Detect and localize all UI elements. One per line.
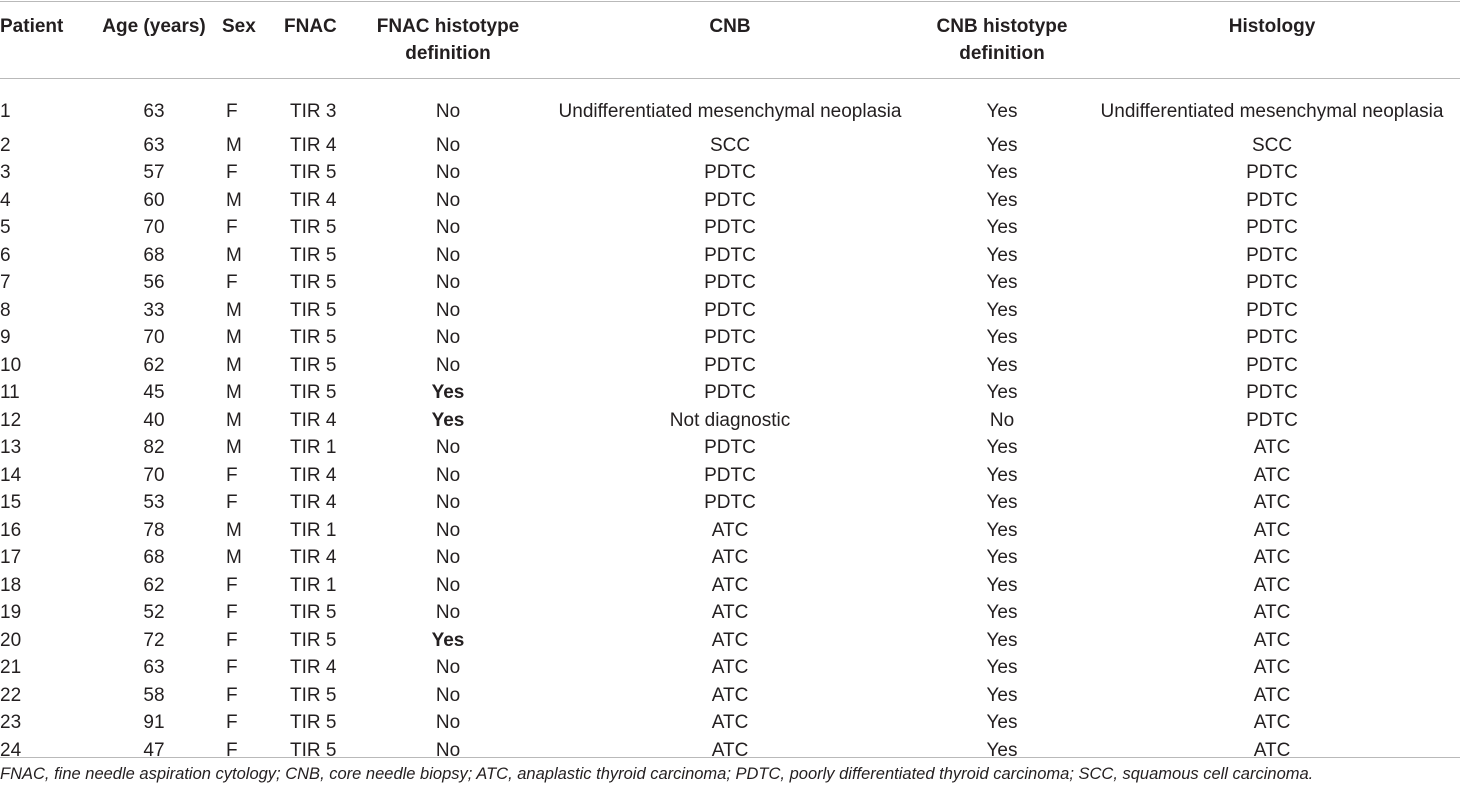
cell-age: 91 xyxy=(143,712,165,733)
table-row xyxy=(0,242,1460,270)
cell-fnac: TIR 5 xyxy=(290,299,337,321)
cell-fnac: TIR 4 xyxy=(290,464,337,486)
cell-histology: ATC xyxy=(1253,739,1291,761)
table-row xyxy=(0,434,1460,462)
cell-fnac: TIR 4 xyxy=(290,657,337,678)
cell-patient: 18 xyxy=(0,574,22,596)
cell-histology: ATC xyxy=(1253,492,1291,513)
header-patient: Patient xyxy=(0,16,64,37)
table-row xyxy=(0,599,1460,627)
cell-patient: 8 xyxy=(0,299,11,321)
table-row xyxy=(0,517,1460,545)
cell-cnb: PDTC xyxy=(704,299,756,321)
cell-fnac-histotype-definition: No xyxy=(435,657,461,678)
table-row xyxy=(0,627,1460,655)
cell-sex: F xyxy=(226,272,238,293)
cell-patient: 5 xyxy=(0,217,11,238)
cell-fnac: TIR 3 xyxy=(290,100,337,122)
cell-fnac: TIR 4 xyxy=(290,189,337,211)
cell-histology: SCC xyxy=(1251,134,1293,156)
cell-cnb-histotype-definition: Yes xyxy=(986,272,1018,293)
table-header-row xyxy=(0,0,1460,78)
cell-fnac-histotype-definition: Yes xyxy=(431,629,465,651)
cell-age: 45 xyxy=(143,382,165,403)
cell-histology: PDTC xyxy=(1246,409,1298,431)
cell-cnb: ATC xyxy=(711,684,749,706)
cell-sex: M xyxy=(226,354,242,376)
cell-age: 57 xyxy=(143,162,165,183)
cell-fnac-histotype-definition: Yes xyxy=(431,382,465,403)
cell-age: 63 xyxy=(143,657,165,678)
cell-sex: F xyxy=(226,602,238,623)
header-cnb-def-line-1: CNB histotype xyxy=(936,16,1068,37)
cell-cnb-histotype-definition: Yes xyxy=(986,100,1018,122)
cell-sex: M xyxy=(226,327,242,348)
cell-fnac: TIR 1 xyxy=(290,574,337,596)
cell-sex: M xyxy=(226,437,242,458)
cell-histology: ATC xyxy=(1253,547,1291,568)
cell-cnb-histotype-definition: No xyxy=(989,409,1015,431)
cell-cnb: ATC xyxy=(711,712,749,733)
cell-cnb-histotype-definition: Yes xyxy=(986,739,1018,761)
header-cnb-def-line-2: definition xyxy=(959,43,1045,64)
cell-cnb-histotype-definition: Yes xyxy=(986,299,1018,321)
cell-fnac-histotype-definition: No xyxy=(435,189,461,211)
cell-patient: 3 xyxy=(0,162,11,183)
cell-histology: PDTC xyxy=(1246,189,1298,211)
cell-fnac: TIR 4 xyxy=(290,547,337,568)
cell-histology: ATC xyxy=(1253,437,1291,458)
table-row xyxy=(0,572,1460,600)
cell-sex: M xyxy=(226,409,242,431)
cell-cnb-histotype-definition: Yes xyxy=(986,712,1018,733)
cell-fnac: TIR 1 xyxy=(290,437,337,458)
cell-age: 47 xyxy=(143,739,165,761)
cell-histology: ATC xyxy=(1253,657,1291,678)
cell-histology: ATC xyxy=(1253,684,1291,706)
cell-fnac-histotype-definition: No xyxy=(435,464,461,486)
cell-patient: 24 xyxy=(0,739,22,761)
cell-sex: M xyxy=(226,519,242,541)
cell-sex: F xyxy=(226,162,238,183)
cell-sex: F xyxy=(226,684,238,706)
header-histology: Histology xyxy=(1228,16,1316,37)
cell-cnb-histotype-definition: Yes xyxy=(986,189,1018,211)
cell-sex: F xyxy=(226,464,238,486)
cell-sex: F xyxy=(226,574,238,596)
cell-fnac: TIR 5 xyxy=(290,327,337,348)
table-row xyxy=(0,187,1460,215)
cell-age: 62 xyxy=(143,574,165,596)
cell-histology: PDTC xyxy=(1246,382,1298,403)
cell-fnac: TIR 4 xyxy=(290,134,337,156)
cell-cnb-histotype-definition: Yes xyxy=(986,629,1018,651)
cell-age: 78 xyxy=(143,519,165,541)
cell-cnb: ATC xyxy=(711,629,749,651)
cell-sex: M xyxy=(226,244,242,266)
cell-fnac: TIR 5 xyxy=(290,712,337,733)
cell-fnac: TIR 5 xyxy=(290,272,337,293)
cell-cnb: PDTC xyxy=(704,382,756,403)
cell-fnac: TIR 1 xyxy=(290,519,337,541)
table-row xyxy=(0,737,1460,765)
cell-sex: F xyxy=(226,100,238,122)
cell-patient: 20 xyxy=(0,629,22,651)
cell-cnb-histotype-definition: Yes xyxy=(986,657,1018,678)
cell-histology: PDTC xyxy=(1246,244,1298,266)
cell-cnb: ATC xyxy=(711,574,749,596)
table-row xyxy=(0,654,1460,682)
cell-fnac-histotype-definition: No xyxy=(435,684,461,706)
cell-cnb-histotype-definition: Yes xyxy=(986,244,1018,266)
cell-fnac: TIR 5 xyxy=(290,382,337,403)
cell-cnb: ATC xyxy=(711,602,749,623)
cell-cnb: PDTC xyxy=(704,464,756,486)
table-row xyxy=(0,352,1460,380)
header-cnb-histotype-definition xyxy=(920,0,1084,78)
cell-sex: F xyxy=(226,492,238,513)
cell-patient: 21 xyxy=(0,657,22,678)
cell-cnb: ATC xyxy=(711,547,749,568)
cell-cnb-histotype-definition: Yes xyxy=(986,162,1018,183)
table-row xyxy=(0,462,1460,490)
cell-cnb-histotype-definition: Yes xyxy=(986,602,1018,623)
cell-age: 72 xyxy=(143,629,165,651)
header-fnac-histotype-definition xyxy=(356,0,540,78)
header-sex: Sex xyxy=(222,16,256,37)
cell-fnac-histotype-definition: No xyxy=(435,327,461,348)
cell-histology: ATC xyxy=(1253,629,1291,651)
cell-age: 62 xyxy=(143,354,165,376)
cell-cnb-histotype-definition: Yes xyxy=(986,519,1018,541)
cell-fnac: TIR 5 xyxy=(290,629,337,651)
cell-sex: M xyxy=(226,382,242,403)
cell-patient: 19 xyxy=(0,602,22,623)
cell-histology: PDTC xyxy=(1246,162,1298,183)
cell-patient: 1 xyxy=(0,100,11,122)
cell-cnb-histotype-definition: Yes xyxy=(986,574,1018,596)
cell-cnb-histotype-definition: Yes xyxy=(986,217,1018,238)
cell-fnac: TIR 5 xyxy=(290,739,337,761)
cell-age: 63 xyxy=(143,100,165,122)
cell-patient: 11 xyxy=(0,382,20,403)
cell-fnac-histotype-definition: No xyxy=(435,547,461,568)
cell-cnb: SCC xyxy=(709,134,751,156)
cell-cnb: PDTC xyxy=(704,354,756,376)
cell-histology: ATC xyxy=(1253,602,1291,623)
table-row xyxy=(0,709,1460,737)
cell-fnac: TIR 5 xyxy=(290,244,337,266)
cell-fnac: TIR 5 xyxy=(290,354,337,376)
cell-fnac-histotype-definition: No xyxy=(435,739,461,761)
cell-cnb: PDTC xyxy=(704,244,756,266)
cell-cnb-histotype-definition: Yes xyxy=(986,464,1018,486)
cell-cnb: Undifferentiated mesenchymal neoplasia xyxy=(558,100,902,122)
cell-cnb-histotype-definition: Yes xyxy=(986,327,1018,348)
cell-fnac: TIR 5 xyxy=(290,217,337,238)
cell-fnac-histotype-definition: No xyxy=(435,299,461,321)
cell-sex: M xyxy=(226,189,242,211)
cell-fnac-histotype-definition: No xyxy=(435,354,461,376)
cell-cnb-histotype-definition: Yes xyxy=(986,354,1018,376)
cell-cnb: PDTC xyxy=(704,217,756,238)
cell-fnac: TIR 4 xyxy=(290,409,337,431)
cell-age: 53 xyxy=(143,492,165,513)
table-row xyxy=(0,132,1460,160)
cell-age: 56 xyxy=(143,272,165,293)
cell-patient: 6 xyxy=(0,244,11,266)
header-fnac: FNAC xyxy=(284,16,337,37)
cell-age: 70 xyxy=(143,217,165,238)
cell-age: 70 xyxy=(143,464,165,486)
cell-patient: 13 xyxy=(0,437,22,458)
cell-fnac: TIR 5 xyxy=(290,162,337,183)
table-row xyxy=(0,489,1460,517)
cell-cnb: PDTC xyxy=(704,327,756,348)
cell-cnb-histotype-definition: Yes xyxy=(986,684,1018,706)
cell-sex: F xyxy=(226,217,238,238)
cell-sex: F xyxy=(226,657,238,678)
cell-fnac-histotype-definition: No xyxy=(435,602,461,623)
cell-histology: ATC xyxy=(1253,712,1291,733)
cell-age: 52 xyxy=(143,602,165,623)
cell-age: 63 xyxy=(143,134,165,156)
table-row xyxy=(0,407,1460,435)
cell-patient: 17 xyxy=(0,547,22,568)
cell-sex: F xyxy=(226,712,238,733)
cell-fnac-histotype-definition: No xyxy=(435,244,461,266)
cell-cnb: PDTC xyxy=(704,162,756,183)
table-row xyxy=(0,269,1460,297)
cell-fnac-histotype-definition: No xyxy=(435,134,461,156)
cell-histology: PDTC xyxy=(1246,327,1298,348)
cell-fnac-histotype-definition: No xyxy=(435,574,461,596)
cell-cnb-histotype-definition: Yes xyxy=(986,382,1018,403)
cell-cnb: ATC xyxy=(711,739,749,761)
cell-fnac-histotype-definition: No xyxy=(435,217,461,238)
cell-age: 58 xyxy=(143,684,165,706)
cell-age: 68 xyxy=(143,547,165,568)
cell-histology: PDTC xyxy=(1246,272,1298,293)
cell-patient: 23 xyxy=(0,712,22,733)
cell-patient: 22 xyxy=(0,684,22,706)
cell-cnb-histotype-definition: Yes xyxy=(986,437,1018,458)
header-age: Age (years) xyxy=(102,16,206,37)
header-fnac-def-line-2: definition xyxy=(405,43,491,64)
cell-patient: 2 xyxy=(0,134,11,156)
cell-patient: 14 xyxy=(0,464,22,486)
cell-fnac-histotype-definition: No xyxy=(435,437,461,458)
table-row xyxy=(0,544,1460,572)
cell-patient: 4 xyxy=(0,189,11,211)
cell-patient: 7 xyxy=(0,272,11,293)
cell-fnac-histotype-definition: No xyxy=(435,492,461,513)
header-cnb: CNB xyxy=(709,16,751,37)
cell-patient: 10 xyxy=(0,354,22,376)
cell-cnb: PDTC xyxy=(704,272,756,293)
cell-age: 82 xyxy=(143,437,165,458)
table-row xyxy=(0,159,1460,187)
cell-cnb-histotype-definition: Yes xyxy=(986,492,1018,513)
cell-patient: 15 xyxy=(0,492,22,513)
cell-histology: ATC xyxy=(1253,574,1291,596)
cell-fnac: TIR 4 xyxy=(290,492,337,513)
cell-cnb: Not diagnostic xyxy=(669,409,791,431)
cell-age: 40 xyxy=(143,409,165,431)
cell-histology: PDTC xyxy=(1246,299,1298,321)
table-row xyxy=(0,297,1460,325)
cell-cnb-histotype-definition: Yes xyxy=(986,547,1018,568)
cell-sex: F xyxy=(226,629,238,651)
table-body xyxy=(0,78,1460,764)
cell-age: 60 xyxy=(143,189,165,211)
header-fnac-def-line-1: FNAC histotype xyxy=(376,16,520,37)
cell-patient: 12 xyxy=(0,409,22,431)
cell-fnac-histotype-definition: No xyxy=(435,100,461,122)
cell-fnac-histotype-definition: No xyxy=(435,519,461,541)
cell-sex: M xyxy=(226,547,242,568)
table-row xyxy=(0,379,1460,407)
cell-cnb: ATC xyxy=(711,657,749,678)
cell-age: 70 xyxy=(143,327,165,348)
cell-sex: M xyxy=(226,299,242,321)
cell-fnac: TIR 5 xyxy=(290,684,337,706)
cell-fnac-histotype-definition: Yes xyxy=(431,409,465,431)
table-row xyxy=(0,78,1460,132)
cell-histology: PDTC xyxy=(1246,217,1298,238)
cell-patient: 9 xyxy=(0,327,11,348)
cell-cnb-histotype-definition: Yes xyxy=(986,134,1018,156)
cell-cnb: ATC xyxy=(711,519,749,541)
table-footnote: FNAC, fine needle aspiration cytology; CNB, core needle biopsy; ATC, anaplastic thyroid carcinoma; PDTC, poorly differentiated thyroid carcinoma; SCC, squamous cell carcinoma. xyxy=(0,765,1314,783)
cell-histology: Undifferentiated mesenchymal neoplasia xyxy=(1100,100,1444,122)
table-row xyxy=(0,214,1460,242)
cell-fnac: TIR 5 xyxy=(290,602,337,623)
cell-fnac-histotype-definition: No xyxy=(435,162,461,183)
cell-sex: M xyxy=(226,134,242,156)
cell-age: 33 xyxy=(143,299,165,321)
table-row xyxy=(0,682,1460,710)
cell-sex: F xyxy=(226,739,238,761)
cell-cnb: PDTC xyxy=(704,437,756,458)
cell-cnb: PDTC xyxy=(704,492,756,513)
cell-histology: ATC xyxy=(1253,519,1291,541)
table-row xyxy=(0,324,1460,352)
cell-age: 68 xyxy=(143,244,165,266)
cell-cnb: PDTC xyxy=(704,189,756,211)
cell-histology: PDTC xyxy=(1246,354,1298,376)
cell-patient: 16 xyxy=(0,519,22,541)
cell-fnac-histotype-definition: No xyxy=(435,272,461,293)
cell-histology: ATC xyxy=(1253,464,1291,486)
cell-fnac-histotype-definition: No xyxy=(435,712,461,733)
